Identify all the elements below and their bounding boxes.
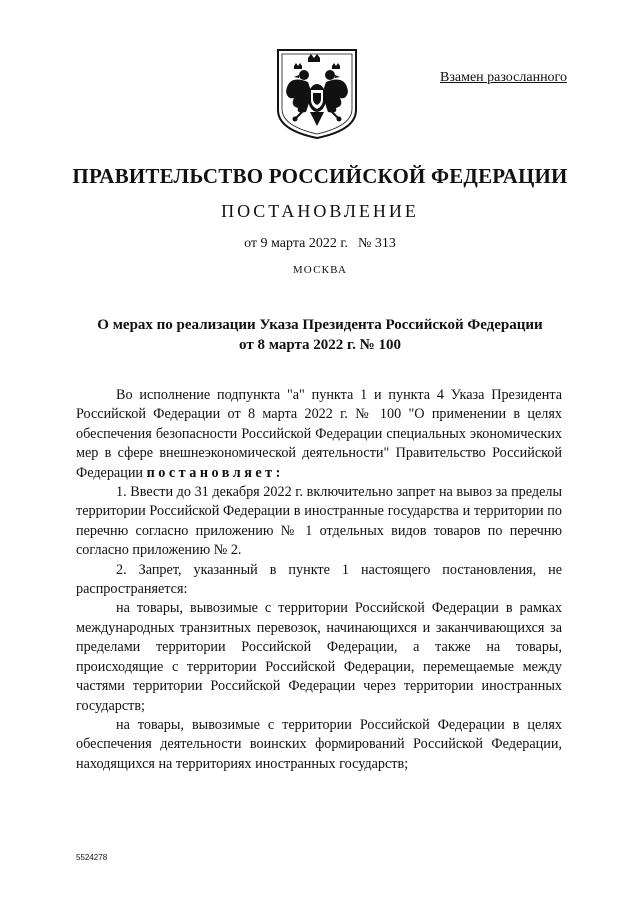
city-name: МОСКВА bbox=[292, 264, 348, 276]
paragraph-2: 2. Запрет, указанный в пункте 1 настоящего постановления, не распространяется: bbox=[76, 561, 562, 598]
document-number: № 313 bbox=[358, 236, 396, 251]
paragraph-1: 1. Ввести до 31 декабря 2022 г. включительно запрет на вывоз за пределы территории Российской Федерации в иностранные государства и территории по перечню согласно приложению № 1 отдельных видов товаров по перечню согласно приложению № 2. bbox=[76, 484, 562, 559]
paragraph-2-item-1: на товары, вывозимые с территории Российской Федерации в рамках международных транзитных перевозок, начинающихся и заканчивающихся за пределами территории Российской Федерации, а также на товары, происходящие с территории Российской Федерации, перемещаемые между частями территории Российской Федерации через территории иностранных государств; bbox=[76, 600, 562, 714]
document-code: 5524278 bbox=[76, 853, 108, 862]
replacement-stamp: Взамен разосланного bbox=[440, 70, 567, 85]
document-date: от 9 марта 2022 г. bbox=[244, 236, 349, 251]
date-line bbox=[0, 236, 640, 252]
preamble-paragraph bbox=[76, 386, 562, 483]
document-type: ПОСТАНОВЛЕНИЕ bbox=[221, 201, 419, 221]
coat-of-arms-emblem-icon bbox=[274, 48, 360, 140]
document-title bbox=[0, 315, 640, 355]
preamble-text: Во исполнение подпункта "а" пункта 1 и пункта 4 Указа Президента Российской Федерации от 8 марта 2022 г. № 100 "О применении в целях обеспечения безопасности Российской Федерации специальных экономических мер в сфере внешнеэкономической деятельности" Правительство Российской Федерации bbox=[76, 387, 562, 481]
title-line-2: от 8 марта 2022 г. № 100 bbox=[239, 337, 401, 353]
decree-word: постановляет: bbox=[146, 464, 284, 481]
document-body bbox=[76, 386, 562, 774]
paragraph-2-item-2: на товары, вывозимые с территории Российской Федерации в целях обеспечения деятельности воинских формирований Российской Федерации, находящихся на территориях иностранных государств; bbox=[76, 716, 562, 772]
government-heading: ПРАВИТЕЛЬСТВО РОССИЙСКОЙ ФЕДЕРАЦИИ bbox=[72, 164, 568, 188]
title-line-1: О мерах по реализации Указа Президента Российской Федерации bbox=[97, 317, 543, 333]
